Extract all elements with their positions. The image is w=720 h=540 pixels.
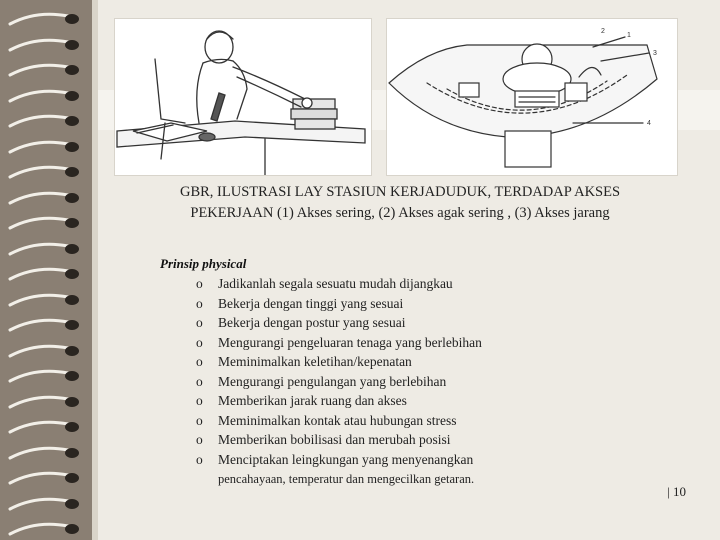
- seated-worker-illustration: [114, 18, 372, 176]
- list-item-continuation: pencahayaan, temperatur dan mengecilkan getaran.: [218, 472, 475, 486]
- spiral-ring-icon: [6, 467, 84, 489]
- spiral-ring-icon: [6, 442, 84, 464]
- figure-caption: [120, 182, 680, 224]
- spiral-ring-icon: [6, 161, 84, 183]
- spiral-ring-icon: [6, 289, 84, 311]
- spiral-ring-icon: [6, 314, 84, 336]
- bullet-circle-icon: o: [196, 373, 203, 389]
- spiral-ring-icon: [6, 8, 84, 30]
- spiral-ring-icon: [6, 110, 84, 132]
- list-item: o Bekerja dengan postur yang sesuai: [196, 313, 482, 333]
- list-item: o Menciptakan leingkungan yang menyenangkan pencahayaan, temperatur dan mengecilkan getaran.: [196, 451, 475, 486]
- bullet-circle-icon: o: [196, 412, 203, 428]
- callout-4: 4: [647, 120, 651, 127]
- spiral-ring-icon: [6, 212, 84, 234]
- bullet-circle-icon: o: [196, 295, 203, 311]
- spiral-ring-icon: [6, 391, 84, 413]
- spiral-ring-icon: [6, 365, 84, 387]
- page-number: | 10: [667, 484, 686, 499]
- list-item: o Memberikan jarak ruang dan akses: [196, 391, 482, 411]
- spiral-ring-icon: [6, 493, 84, 515]
- spiral-ring-icon: [6, 34, 84, 56]
- list-item: o Mengurangi pengulangan yang berlebihan: [196, 372, 482, 392]
- bullet-circle-icon: o: [196, 315, 203, 330]
- bullet-circle-icon: o: [196, 451, 203, 467]
- list-item: o Memberikan bobilisasi dan merubah posisi: [196, 430, 482, 450]
- spiral-ring-icon: [6, 518, 84, 540]
- callout-2: 2: [601, 28, 605, 35]
- spiral-ring-icon: [6, 263, 84, 285]
- seated-worker-drawing: [115, 19, 371, 175]
- spiral-ring-icon: [6, 238, 84, 260]
- spiral-ring-icon: [6, 416, 84, 438]
- bullet-circle-icon: o: [196, 334, 203, 350]
- spiral-ring-icon: [6, 85, 84, 107]
- list-item: o Mengurangi pengeluaran tenaga yang berlebihan: [196, 333, 482, 353]
- workstation-topview-illustration: [386, 18, 678, 176]
- caption-line-1: GBR, ILUSTRASI LAY STASIUN KERJADUDUK, TERDADAP AKSES: [179, 184, 621, 200]
- bullet-circle-icon: o: [196, 393, 203, 408]
- bullet-circle-icon: o: [196, 354, 203, 369]
- spiral-ring-icon: [6, 340, 84, 362]
- list-item: o Meminimalkan keletihan/kepenatan: [196, 352, 482, 372]
- principles-list: [196, 274, 482, 490]
- bullet-circle-icon: o: [196, 432, 203, 447]
- spiral-ring-icon: [6, 136, 84, 158]
- caption-line-2: PEKERJAAN (1) Akses sering, (2) Akses agak sering , (3) Akses jarang: [190, 205, 610, 221]
- bullet-circle-icon: o: [196, 276, 203, 291]
- callout-3: 3: [653, 50, 657, 57]
- list-item: o Jadikanlah segala sesuatu mudah dijangkau: [196, 274, 482, 294]
- section-subtitle: Prinsip physical: [160, 256, 247, 271]
- list-item: o Bekerja dengan tinggi yang sesuai: [196, 294, 482, 314]
- workstation-topview-drawing: [387, 19, 677, 175]
- spiral-ring-icon: [6, 59, 84, 81]
- callout-1: 1: [627, 32, 631, 39]
- list-item: o Meminimalkan kontak atau hubungan stress: [196, 411, 482, 431]
- spiral-ring-icon: [6, 187, 84, 209]
